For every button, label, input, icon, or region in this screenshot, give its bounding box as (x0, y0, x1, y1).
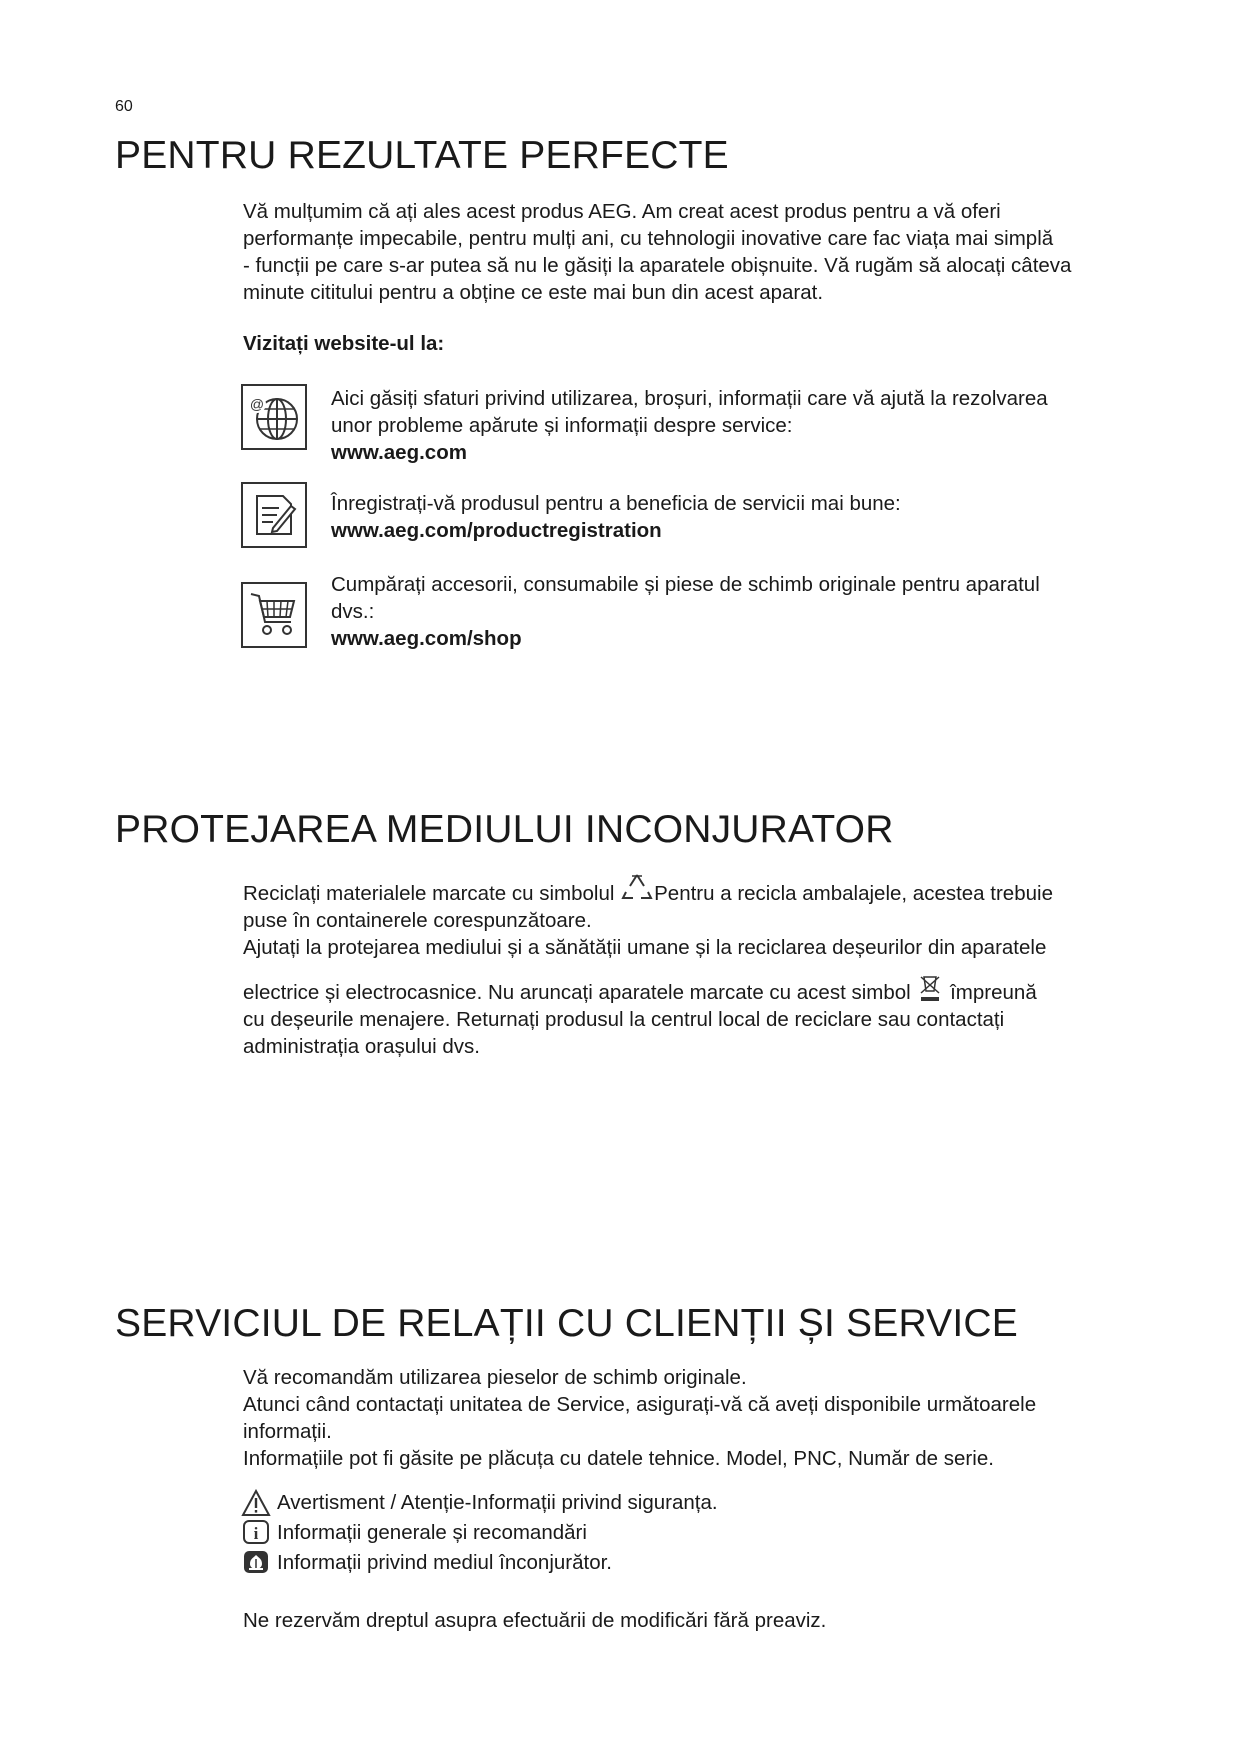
link-block-website (331, 385, 1131, 466)
environment-line: puse în containerele corespunzătoare. (243, 909, 592, 932)
globe-icon-box (241, 384, 307, 450)
footer-note: Ne rezervăm dreptul asupra efectuării de modificări fără preaviz. (243, 1609, 827, 1632)
legend-text: Informații generale și recomandări (277, 1521, 587, 1544)
environment-line: administrația orașului dvs. (243, 1035, 480, 1058)
registration-icon (243, 484, 305, 546)
svg-text:i: i (253, 1524, 259, 1543)
link-description: unor probleme apărute și informații despre service: (331, 414, 793, 437)
environment-paragraph (243, 872, 1143, 1060)
legend-item-environment (241, 1548, 612, 1578)
warning-icon (241, 1489, 271, 1517)
environment-line: Reciclați materialele marcate cu simbolul Pentru a recicla ambalajele, acestea trebuie (243, 872, 1143, 907)
crossed-bin-icon (916, 973, 944, 1005)
recycle-icon (620, 872, 654, 906)
globe-icon (243, 386, 305, 448)
legend-item-info (241, 1518, 587, 1548)
shopping-cart-icon (243, 584, 305, 646)
section-title-customer-service: SERVICIUL DE RELAȚII CU CLIENȚII ȘI SERVICE (115, 1302, 1018, 1345)
visit-website-label: Vizitați website-ul la: (243, 332, 445, 355)
link-description: Cumpărați accesorii, consumabile și piese de schimb originale pentru aparatul (331, 573, 1040, 596)
intro-line: Vă mulțumim că ați ales acest produs AEG. Am creat acest produs pentru a vă oferi (243, 200, 1001, 223)
registration-link[interactable]: www.aeg.com/productregistration (331, 519, 662, 542)
legend-text: Avertisment / Atenție-Informații privind siguranța. (277, 1491, 718, 1514)
intro-line: minute cititului pentru a obține ce este mai bun din acest aparat. (243, 281, 824, 304)
legend-text: Informații privind mediul înconjurător. (277, 1551, 612, 1574)
intro-paragraph (243, 198, 1143, 306)
service-line: Informațiile pot fi găsite pe plăcuța cu datele tehnice. Model, PNC, Număr de serie. (243, 1447, 994, 1470)
environment-line: electrice și electrocasnice. Nu aruncați aparatele marcate cu acest simbol împreună (243, 973, 1143, 1006)
service-line: informații. (243, 1420, 332, 1443)
service-paragraph (243, 1364, 1143, 1472)
link-block-registration (331, 490, 1131, 544)
intro-line: performanțe impecabile, pentru mulți ani, cu tehnologii inovative care fac viața mai simplă (243, 227, 1054, 250)
legend-item-warning (241, 1488, 718, 1518)
link-description: Aici găsiți sfaturi privind utilizarea, broșuri, informații care vă ajută la rezolvarea (331, 387, 1048, 410)
environment-line: cu deșeurile menajere. Returnați produsul la centrul local de reciclare sau contactați (243, 1008, 1005, 1031)
link-block-shop (331, 571, 1131, 652)
link-description: dvs.: (331, 600, 375, 623)
svg-text:@: @ (249, 396, 265, 412)
section-title-environment: PROTEJAREA MEDIULUI INCONJURATOR (115, 808, 894, 851)
registration-icon-box (241, 482, 307, 548)
page-number: 60 (115, 98, 133, 115)
website-link[interactable]: www.aeg.com (331, 441, 467, 464)
service-line: Vă recomandăm utilizarea pieselor de schimb originale. (243, 1366, 747, 1389)
shop-link[interactable]: www.aeg.com/shop (331, 627, 522, 650)
environment-icon (241, 1549, 271, 1577)
shop-icon-box (241, 582, 307, 648)
service-line: Atunci când contactați unitatea de Service, asigurați-vă că aveți disponibile următoarele (243, 1393, 1037, 1416)
link-description: Înregistrați-vă produsul pentru a beneficia de servicii mai bune: (331, 492, 901, 515)
intro-line: - funcții pe care s-ar putea să nu le găsiți la aparatele obișnuite. Vă rugăm să alocați câteva (243, 254, 1072, 277)
info-icon (241, 1519, 271, 1547)
environment-line: Ajutați la protejarea mediului și a sănătății umane și la reciclarea deșeurilor din aparatele (243, 936, 1047, 959)
section-title-perfect-results: PENTRU REZULTATE PERFECTE (115, 134, 729, 177)
